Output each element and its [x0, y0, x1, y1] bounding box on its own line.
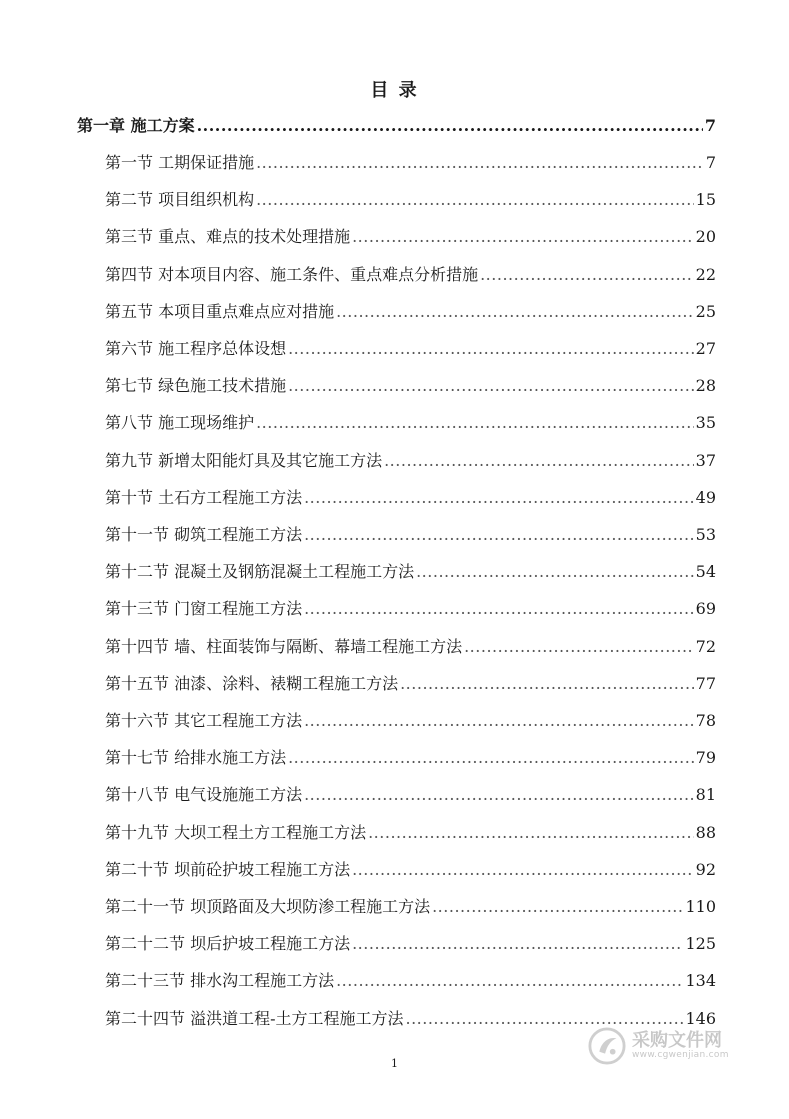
- dot-leader: [304, 782, 694, 808]
- toc-entry-page: 146: [685, 1008, 716, 1028]
- toc-entry-page: 7: [704, 116, 716, 135]
- toc-entry-label: 第二节 项目组织机构: [105, 190, 255, 210]
- toc-entry-label: 第八节 施工现场维护: [105, 413, 255, 433]
- logo-icon: [588, 1027, 626, 1065]
- toc-entry-page: 37: [695, 450, 716, 470]
- toc-entry-label: 第十二节 混凝土及钢筋混凝土工程施工方法: [105, 562, 415, 582]
- toc-entry-label: 第三节 重点、难点的技术处理措施: [105, 227, 351, 247]
- dot-leader: [480, 262, 694, 288]
- dot-leader: [197, 113, 703, 139]
- toc-entry-label: 第十七节 给排水施工方法: [105, 748, 287, 768]
- dot-leader: [256, 410, 694, 436]
- toc-entry[interactable]: [105, 448, 716, 474]
- page-title: 目 录: [370, 80, 419, 101]
- toc-entry[interactable]: [105, 336, 716, 362]
- watermark-url: www.cgwenjian.com: [632, 1049, 729, 1060]
- toc-entry[interactable]: [105, 671, 716, 697]
- toc-entry-page: 110: [685, 897, 716, 916]
- toc-entry-page: 35: [695, 413, 716, 433]
- toc-entry-page: 7: [705, 153, 716, 172]
- toc-entry[interactable]: [105, 187, 716, 213]
- dot-leader: [304, 596, 694, 622]
- toc-entry-label: 第二十节 坝前砼护坡工程施工方法: [105, 859, 351, 879]
- dot-leader: [432, 894, 683, 920]
- toc-entry-page: 77: [695, 673, 716, 693]
- toc-entry[interactable]: [105, 262, 716, 288]
- toc-entry-label: 第一节 工期保证措施: [105, 153, 255, 172]
- dot-leader: [352, 857, 694, 883]
- dot-leader: [400, 671, 694, 697]
- toc-entry-label: 第一章 施工方案: [77, 116, 195, 135]
- toc-entry[interactable]: [105, 373, 716, 399]
- toc-entry-page: 125: [685, 934, 716, 954]
- toc-entry-page: 92: [695, 859, 716, 879]
- toc-entry[interactable]: [105, 596, 716, 622]
- toc-entry-label: 第六节 施工程序总体设想: [105, 339, 287, 358]
- dot-leader: [304, 522, 694, 548]
- toc-entry-page: 54: [695, 562, 716, 582]
- toc-entry-label: 第十五节 油漆、涂料、裱糊工程施工方法: [105, 673, 399, 693]
- toc-entry-page: 134: [685, 971, 716, 991]
- toc-entry[interactable]: [105, 894, 716, 920]
- toc-entry[interactable]: [105, 968, 716, 994]
- toc-entry-page: 25: [695, 301, 716, 321]
- toc-entry-page: 69: [695, 599, 716, 619]
- dot-leader: [304, 485, 694, 511]
- dot-leader: [464, 634, 694, 660]
- dot-leader: [304, 708, 694, 734]
- toc-entry-label: 第二十二节 坝后护坡工程施工方法: [105, 934, 351, 954]
- toc-entry-label: 第十九节 大坝工程土方工程施工方法: [105, 822, 367, 842]
- toc-entry-page: 49: [695, 487, 716, 507]
- toc-entry-page: 27: [695, 339, 716, 358]
- toc-entry-page: 88: [695, 822, 716, 842]
- toc-entry-label: 第十一节 砌筑工程施工方法: [105, 525, 303, 544]
- toc-entry-label: 第十八节 电气设施施工方法: [105, 785, 303, 805]
- toc-entry[interactable]: [105, 150, 716, 176]
- dot-leader: [256, 150, 704, 176]
- dot-leader: [368, 820, 694, 846]
- toc-entry[interactable]: [105, 299, 716, 325]
- dot-leader: [336, 968, 683, 994]
- dot-leader: [288, 373, 694, 399]
- toc-entry-label: 第七节 绿色施工技术措施: [105, 376, 287, 396]
- toc-entry-page: 22: [695, 264, 716, 284]
- toc-entry[interactable]: [105, 485, 716, 511]
- dot-leader: [256, 187, 694, 213]
- dot-leader: [416, 559, 694, 585]
- toc-entry-label: 第二十四节 溢洪道工程-土方工程施工方法: [105, 1008, 404, 1028]
- dot-leader: [352, 224, 694, 250]
- dot-leader: [336, 299, 694, 325]
- toc-entry[interactable]: [105, 931, 716, 957]
- toc-entry[interactable]: [105, 634, 716, 660]
- toc-entry-label: 第十节 土石方工程施工方法: [105, 487, 303, 507]
- watermark-name: 采购文件网: [632, 1030, 722, 1052]
- toc-entry-label: 第二十三节 排水沟工程施工方法: [105, 971, 335, 991]
- toc-entry[interactable]: [105, 820, 716, 846]
- toc-entry-label: 第十三节 门窗工程施工方法: [105, 599, 303, 619]
- toc-entry[interactable]: [105, 782, 716, 808]
- dot-leader: [288, 745, 694, 771]
- toc-entry-page: 53: [695, 525, 716, 544]
- toc-entry-page: 28: [695, 376, 716, 396]
- toc-entry-page: 20: [695, 227, 716, 247]
- dot-leader: [352, 931, 683, 957]
- toc-entry[interactable]: [105, 745, 716, 771]
- watermark: [588, 1024, 748, 1068]
- toc-entry-label: 第九节 新增太阳能灯具及其它施工方法: [105, 450, 383, 470]
- toc-entry-label: 第四节 对本项目内容、施工条件、重点难点分析措施: [105, 264, 479, 284]
- toc-entry-label: 第二十一节 坝顶路面及大坝防渗工程施工方法: [105, 897, 431, 916]
- toc-entry-label: 第十四节 墙、柱面装饰与隔断、幕墙工程施工方法: [105, 636, 463, 656]
- page-number: 1: [391, 1057, 398, 1070]
- toc-entry[interactable]: [105, 224, 716, 250]
- toc-entry-page: 78: [695, 711, 716, 730]
- toc-entry-page: 81: [695, 785, 716, 805]
- toc-entry-page: 72: [695, 636, 716, 656]
- toc-entry-label: 第十六节 其它工程施工方法: [105, 711, 303, 730]
- toc-entry[interactable]: [105, 410, 716, 436]
- toc-entry-page: 15: [695, 190, 716, 210]
- toc-entry-page: 79: [695, 748, 716, 768]
- toc-chapter-entry[interactable]: [77, 113, 716, 139]
- toc-entry[interactable]: [105, 522, 716, 548]
- toc-entry[interactable]: [105, 708, 716, 734]
- toc-entry[interactable]: [105, 857, 716, 883]
- toc-entry-label: 第五节 本项目重点难点应对措施: [105, 301, 335, 321]
- dot-leader: [384, 448, 694, 474]
- toc-entry[interactable]: [105, 559, 716, 585]
- dot-leader: [288, 336, 694, 362]
